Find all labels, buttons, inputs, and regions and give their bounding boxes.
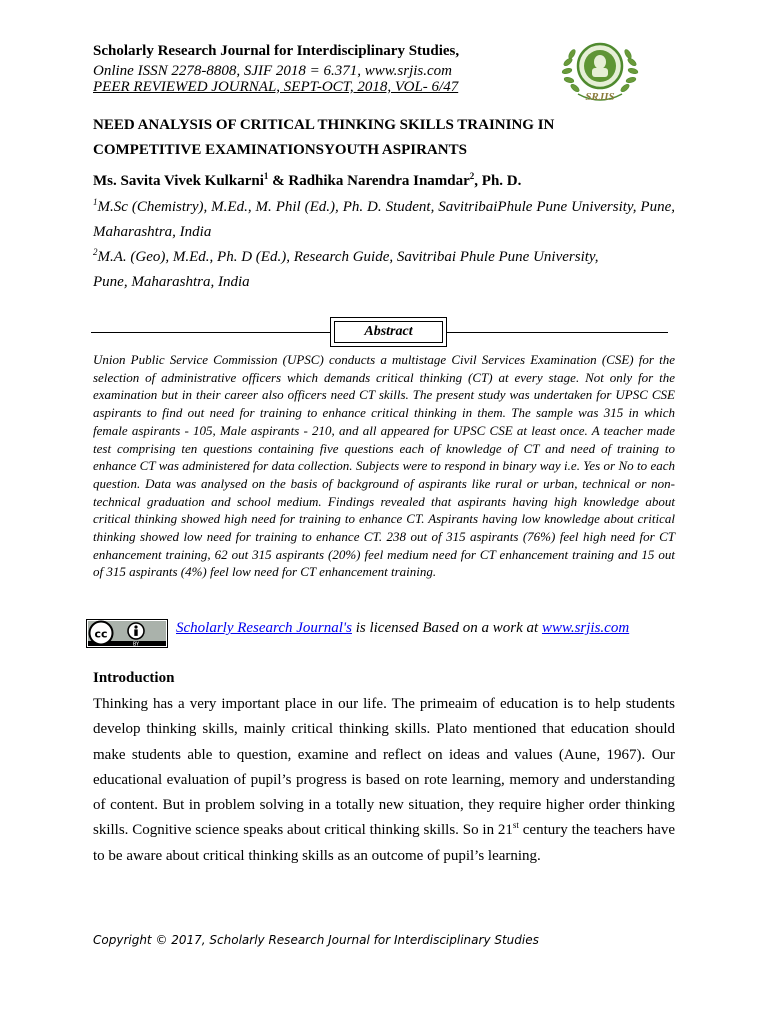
logo-text: SRJIS [585,91,615,103]
abstract-heading-box [330,317,447,347]
paper-title [93,113,693,163]
by-label: BY [132,641,140,648]
journal-logo [550,34,650,106]
abstract-rule-right [447,332,668,333]
introduction-heading: Introduction [93,670,175,686]
author-2: Radhika Narendra Inamdar [288,173,470,189]
author-2-sup: 2 [469,171,475,181]
abstract-rule-left [91,332,331,333]
abstract-text: Union Public Service Commission (UPSC) conducts a multistage Civil Services Examination (CSE) for the selection of administrative officers which demands critical thinking (CT) at every stage. Not only for the examination but in their career also officers need CT skills. The present study was undertaken for UPSC CSE aspirants to find out need for training to enhance critical thinking in them. The sample was 315 in which female aspirants - 105, Male aspirants - 210, and all appeared for UPSC CSE at least once. A teacher made test comprising ten questions containing five questions each of knowledge of CT and need of training to enhance CT was administered for data collection. Subjects were to respond in binary way i.e. Yes or No to each question. Data was analysed on the basis of background of aspirants like rural or urban, technical or non-technical graduation and school medium. Findings revealed that aspirants having high knowledge about critical thinking showed high need for training to enhance CT. Aspirants having low knowledge about critical thinking showed low need for training to enhance CT. 238 out of 315 aspirants (76%) feel high need for CT enhancement training, 62 out 315 aspirants (20%) feel medium need for CT enhancement training and 15 out of 315 aspirants (4%) feel low need for CT enhancement training. [93,352,675,580]
cc-by-badge [86,619,168,648]
introduction-text [93,692,675,869]
issn-line: Online ISSN 2278-8808, SJIF 2018 = 6.371, www.srjis.com [93,63,452,79]
author-1-sup: 1 [263,171,269,181]
author-separator: & [268,173,289,189]
affiliation-2-sup: 2 [93,247,98,257]
affiliation-2-line-1: M.A. (Geo), M.Ed., Ph. D (Ed.), Research Guide, Savitribai Phule Pune University, [97,249,599,265]
cc-label: cc [94,627,108,641]
peer-review-line: PEER REVIEWED JOURNAL, SEPT-OCT, 2018, VOL- 6/47 [93,79,459,95]
author-1: Ms. Savita Vivek Kulkarni [93,173,264,189]
paper-title-line-2: COMPETITIVE EXAMINATIONSYOUTH ASPIRANTS [93,142,467,158]
introduction-text-main: Thinking has a very important place in our life. The primeaim of education is to help students develop thinking skills, mainly critical thinking skills. Plato mentioned that education should make students able to question, examine and reflect on ideas and values (Aune, 1967). Our educational evaluation of pupil’s progress is based on rote learning, memory and understanding of content. But in problem solving in a totally new situation, they require higher order thinking skills. Cognitive science speaks about critical thinking skills. So in 21 [93,696,675,839]
affiliation-1 [93,195,675,245]
introduction-text-end: century the teachers have to be aware about critical thinking skills as an outcome of pupil’s learning. [93,822,676,864]
affiliation-1-sup: 1 [93,197,98,207]
website-link[interactable]: www.srjis.com [541,620,630,636]
affiliation-2-line-2: Pune, Maharashtra, India [93,274,250,290]
license-line [176,620,629,637]
license-middle-text: is licensed Based on a work at [351,620,542,636]
journal-link[interactable]: Scholarly Research Journal's [176,620,352,636]
authors [93,173,521,190]
introduction-sup: st [512,820,519,831]
affiliation-1-text: M.Sc (Chemistry), M.Ed., M. Phil (Ed.), Ph. D. Student, SavitribaiPhule Pune University, Pune, Maharashtra, India [93,199,675,240]
journal-name: Scholarly Research Journal for Interdisciplinary Studies, [93,43,460,59]
abstract-heading: Abstract [334,321,443,343]
paper-title-line-1: NEED ANALYSIS OF CRITICAL THINKING SKILLS TRAINING IN [93,117,555,133]
author-2-suffix: , Ph. D. [474,173,522,189]
copyright-footer: Copyright © 2017, Scholarly Research Journal for Interdisciplinary Studies [93,933,539,947]
affiliation-2 [93,245,675,295]
